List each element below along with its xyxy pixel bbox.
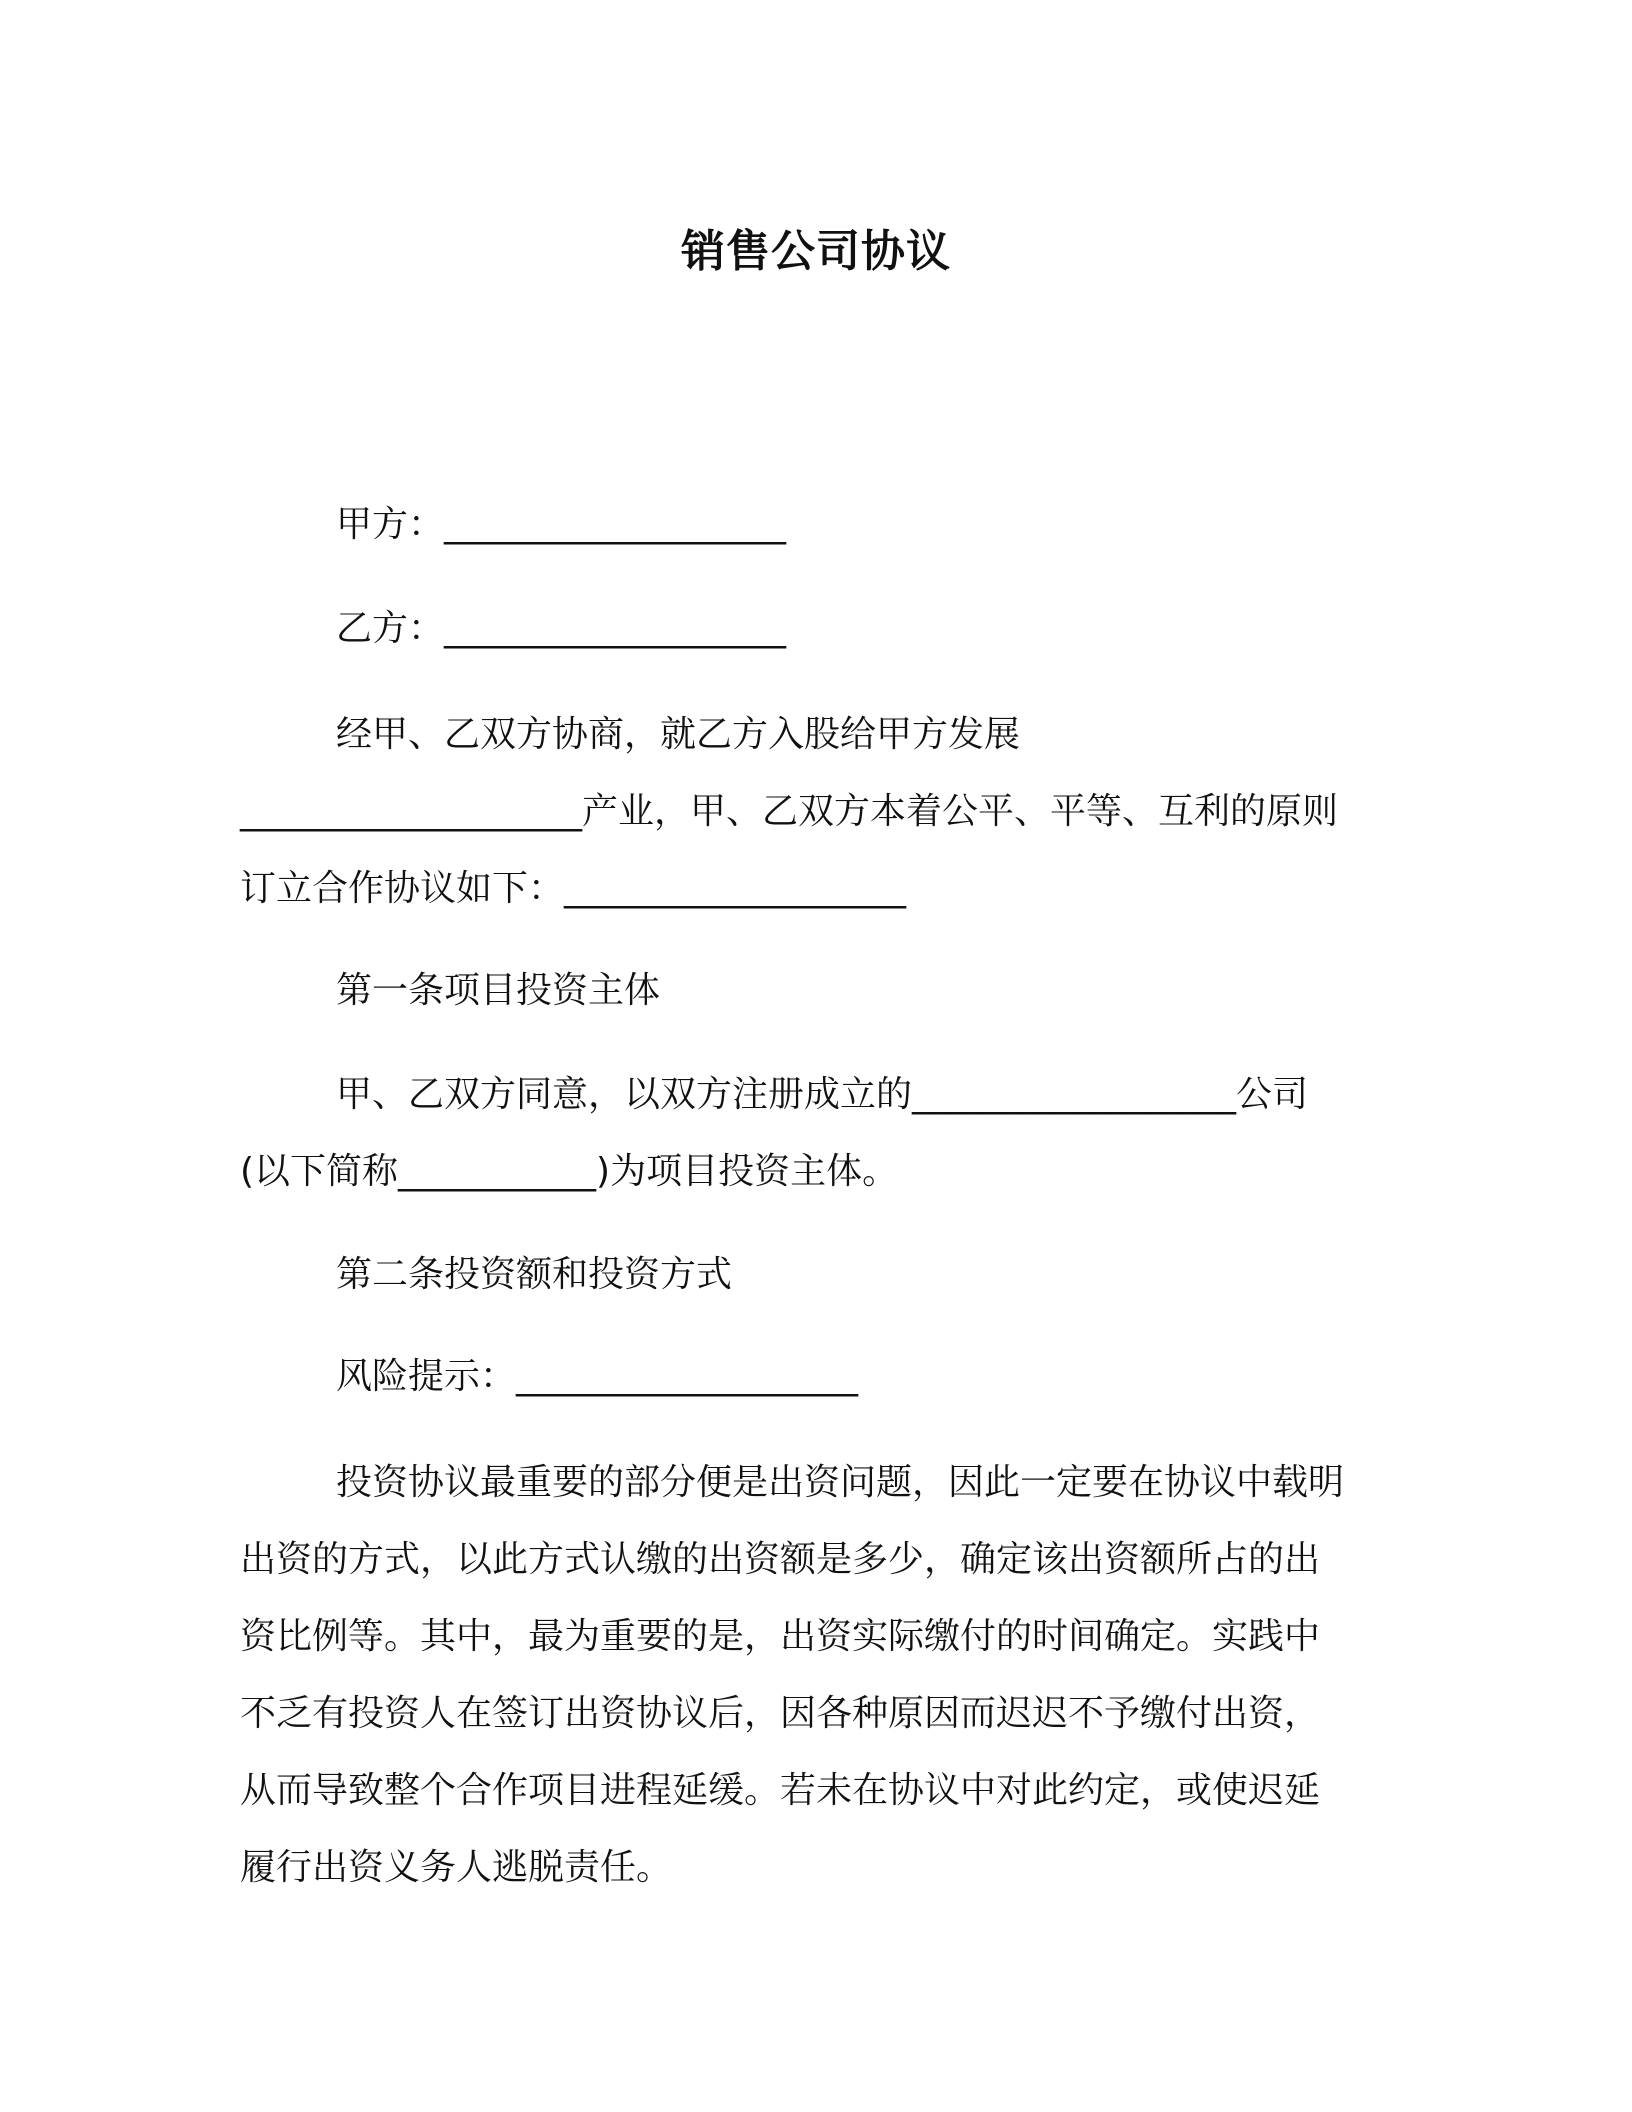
intro-line-1: 经甲、乙双方协商，就乙方入股给甲方发展 (336, 714, 1021, 755)
document-title: 销售公司协议 (681, 226, 951, 277)
intro-line-3: 订立合作协议如下：___________________ (240, 868, 907, 909)
risk-line-5: 从而导致整个合作项目进程延缓。若未在协议中对此约定，或使迟延 (240, 1770, 1321, 1811)
party-a-line: 甲方：___________________ (336, 504, 787, 545)
article-1-line-1: 甲、乙双方同意，以双方注册成立的__________________公司 (336, 1074, 1309, 1115)
article-1-line-2: (以下简称___________)为项目投资主体。 (240, 1151, 899, 1192)
risk-line-2: 出资的方式，以此方式认缴的出资额是多少，确定该出资额所占的出 (240, 1539, 1321, 1580)
article-1-heading: 第一条项目投资主体 (336, 970, 661, 1011)
risk-line-1: 投资协议最重要的部分便是出资问题，因此一定要在协议中载明 (336, 1462, 1345, 1503)
intro-line-2: ___________________产业，甲、乙双方本着公平、平等、互利的原则 (240, 791, 1339, 832)
risk-label: 风险提示：___________________ (336, 1356, 859, 1397)
risk-line-6: 履行出资义务人逃脱责任。 (240, 1847, 673, 1888)
party-b-line: 乙方：___________________ (336, 608, 787, 649)
article-2-heading: 第二条投资额和投资方式 (336, 1254, 733, 1295)
risk-line-3: 资比例等。其中，最为重要的是，出资实际缴付的时间确定。实践中 (240, 1616, 1321, 1657)
risk-line-4: 不乏有投资人在签订出资协议后，因各种原因而迟迟不予缴付出资， (240, 1693, 1321, 1734)
